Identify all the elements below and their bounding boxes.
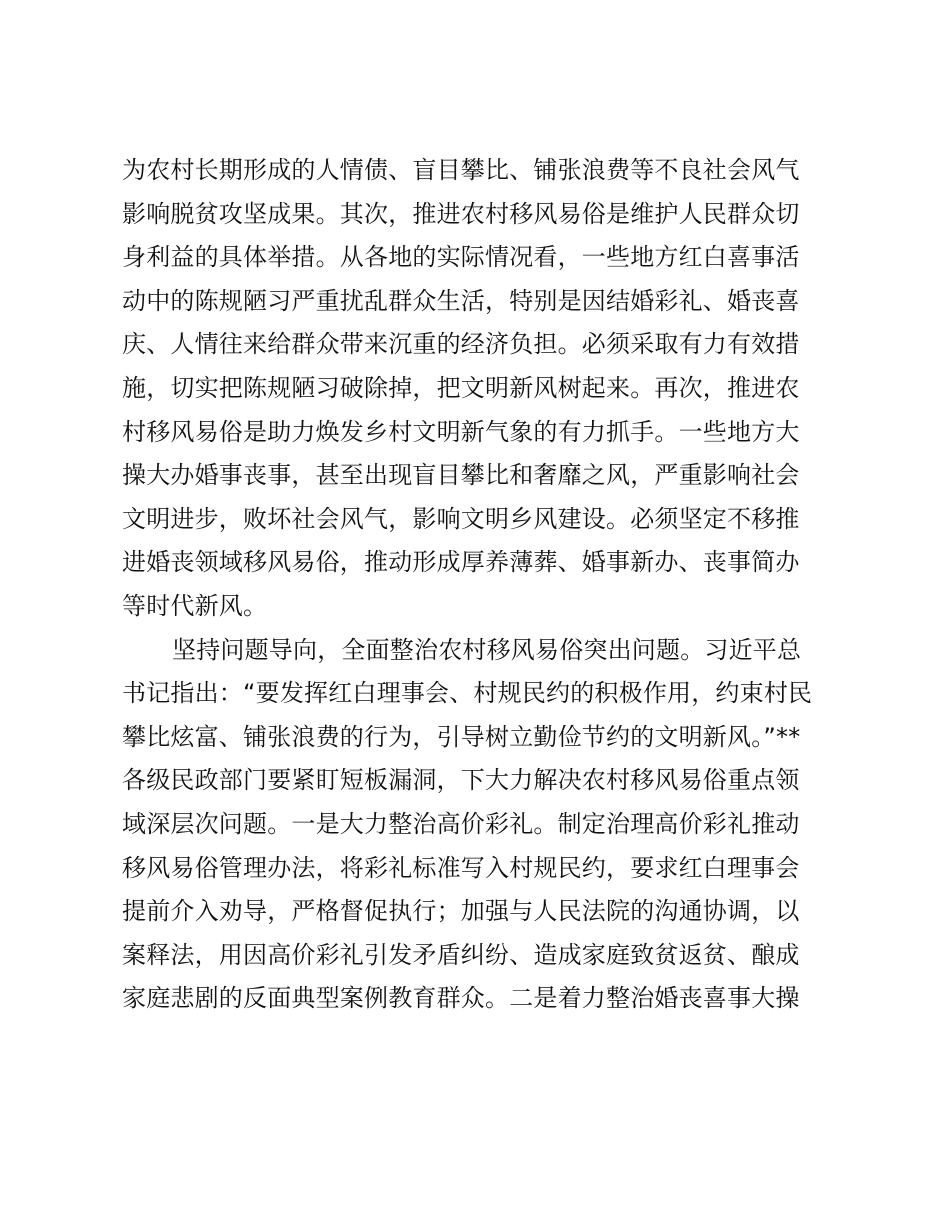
text-line: 书记指出：“要发挥红白理事会、村规民约的积极作用，约束村民 [122, 679, 813, 708]
paragraph-problem-orientation [122, 629, 832, 1021]
text-line: 进婚丧领域移风易俗，推动形成厚养薄葬、婚事新办、丧事简办 [122, 548, 800, 577]
text-line: 提前介入劝导，严格督促执行；加强与人民法院的沟通协调，以 [122, 897, 800, 926]
text-line: 各级民政部门要紧盯短板漏洞，下大力解决农村移风易俗重点领 [122, 766, 800, 795]
text-line: 家庭悲剧的反面典型案例教育群众。二是着力整治婚丧喜事大操 [122, 984, 800, 1013]
text-line: 动中的陈规陋习严重扰乱群众生活，特别是因结婚彩礼、婚丧喜 [122, 286, 800, 315]
text-line: 影响脱贫攻坚成果。其次，推进农村移风易俗是维护人民群众切 [122, 199, 800, 228]
text-line: 施，切实把陈规陋习破除掉，把文明新风树起来。再次，推进农 [122, 373, 800, 402]
text-line: 移风易俗管理办法，将彩礼标准写入村规民约，要求红白理事会 [122, 853, 800, 882]
text-line: 等时代新风。 [122, 591, 268, 620]
text-line: 文明进步，败坏社会风气，影响文明乡风建设。必须坚定不移推 [122, 504, 800, 533]
text-line: 域深层次问题。一是大力整治高价彩礼。制定治理高价彩礼推动 [122, 809, 800, 838]
text-line: 攀比炫富、铺张浪费的行为，引导树立勤俭节约的文明新风。”** [122, 722, 801, 751]
text-line: 村移风易俗是助力焕发乡村文明新气象的有力抓手。一些地方大 [122, 417, 800, 446]
paragraph-continuation [122, 149, 832, 629]
text-line: 操大办婚事丧事，甚至出现盲目攀比和奢靡之风，严重影响社会 [122, 461, 800, 490]
text-line: 案释法，用因高价彩礼引发矛盾纠纷、造成家庭致贫返贫、酿成 [122, 940, 800, 969]
text-line: 身利益的具体举措。从各地的实际情况看，一些地方红白喜事活 [122, 243, 800, 272]
text-line: 庆、人情往来给群众带来沉重的经济负担。必须采取有力有效措 [122, 330, 800, 359]
text-line-first: 坚持问题导向，全面整治农村移风易俗突出问题。习近平总 [172, 635, 802, 664]
text-line: 为农村长期形成的人情债、盲目攀比、铺张浪费等不良社会风气 [122, 156, 800, 184]
document-body [122, 149, 832, 1021]
